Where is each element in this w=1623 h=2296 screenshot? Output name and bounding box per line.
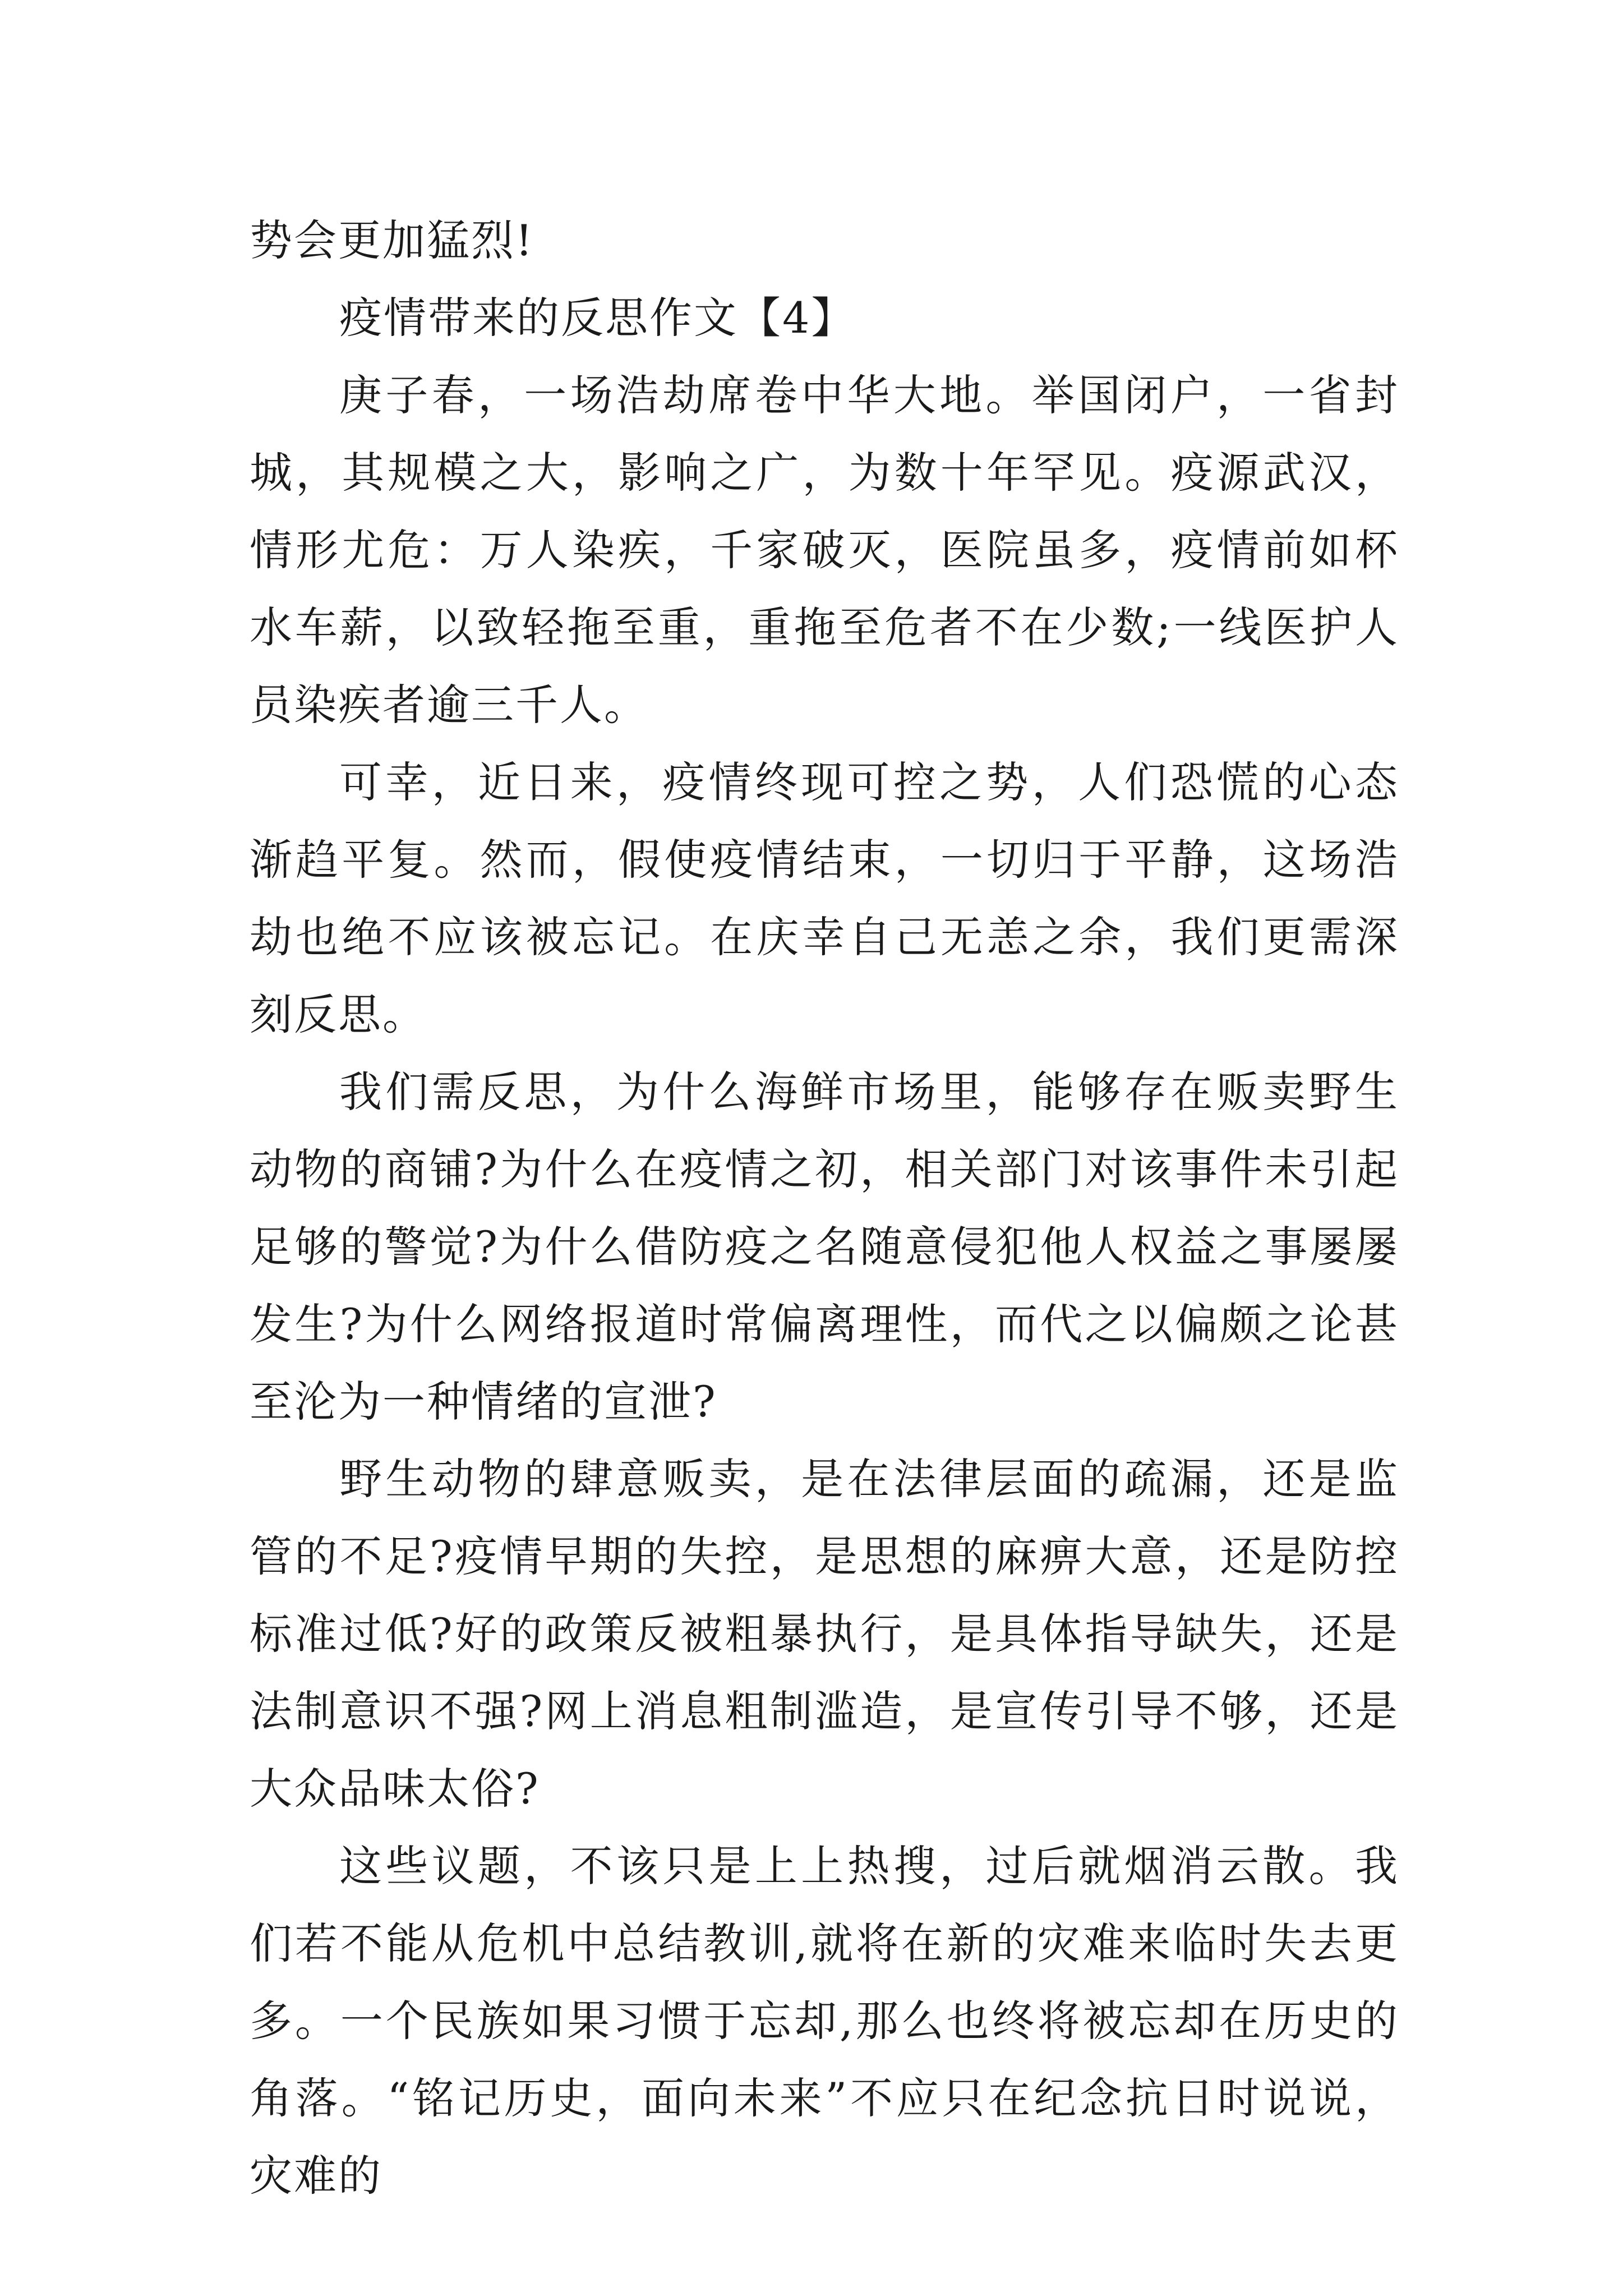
paragraph-continuation: 势会更加猛烈! bbox=[250, 215, 534, 265]
paragraph: 这些议题，不该只是上上热搜，过后就烟消云散。我们若不能从危机中总结教训,就将在新的灾难来临时失去更多。一个民族如果习惯于忘却,那么也终将被忘却在历史的角落。“铭记历史，面向未来”不应只在纪念抗日时说说，灾难的 bbox=[250, 1841, 1399, 2201]
paragraph: 庚子春，一场浩劫席卷中华大地。举国闭户，一省封城，其规模之大，影响之广，为数十年罕见。疫源武汉，情形尤危：万人染疾，千家破灭，医院虽多，疫情前如杯水车薪，以致轻拖至重，重拖至危者不在少数;一线医护人员染疾者逾三千人。 bbox=[250, 370, 1399, 730]
document-body bbox=[250, 202, 1399, 2215]
paragraph: 我们需反思，为什么海鲜市场里，能够存在贩卖野生动物的商铺?为什么在疫情之初，相关部门对该事件未引起足够的警觉?为什么借防疫之名随意侵犯他人权益之事屡屡发生?为什么网络报道时常偏离理性，而代之以偏颇之论甚至沦为一种情绪的宣泄? bbox=[250, 1067, 1399, 1427]
paragraph: 可幸，近日来，疫情终现可控之势，人们恐慌的心态渐趋平复。然而，假使疫情结束，一切归于平静，这场浩劫也绝不应该被忘记。在庆幸自己无恙之余，我们更需深刻反思。 bbox=[250, 757, 1399, 1039]
section-heading: 疫情带来的反思作文【4】 bbox=[339, 293, 856, 343]
paragraph: 野生动物的肆意贩卖，是在法律层面的疏漏，还是监管的不足?疫情早期的失控，是思想的麻痹大意，还是防控标准过低?好的政策反被粗暴执行，是具体指导缺失，还是法制意识不强?网上消息粗制滥造，是宣传引导不够，还是大众品味太俗? bbox=[250, 1454, 1399, 1814]
